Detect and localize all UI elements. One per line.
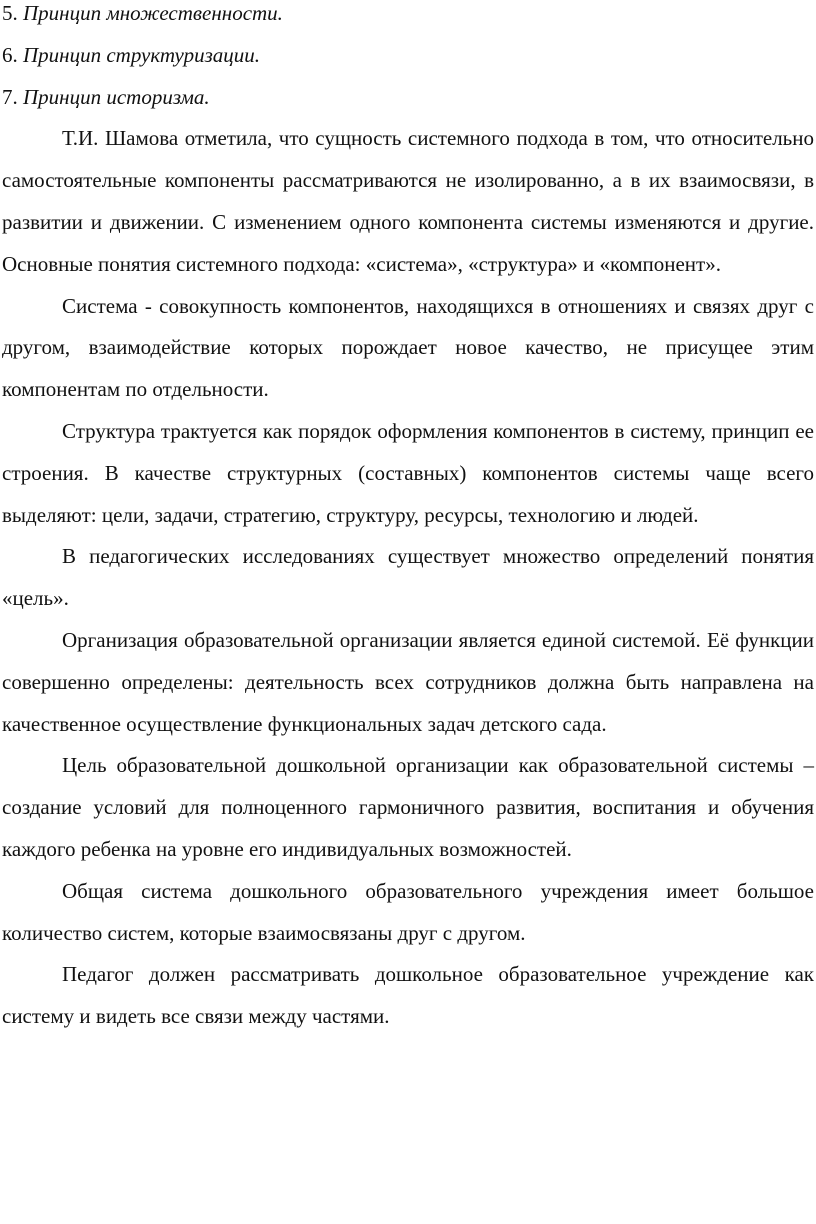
paragraph-teacher: Педагог должен рассматривать дошкольное образовательное учреждение как систему и видеть все связи между частями. <box>2 962 814 1029</box>
list-number: 6. <box>2 42 18 67</box>
list-number: 5. <box>2 1 18 25</box>
paragraph-system-definition: Система - совокупность компонентов, находящихся в отношениях и связях друг с другом, взаимодействие которых порождает новое качество, не присущее этим компонентам по отдельности. <box>2 293 814 402</box>
paragraph-shamova: Т.И. Шамова отметила, что сущность системного подхода в том, что относительно самостоятельные компоненты рассматриваются не изолированно, а в их взаимосвязи, в развитии и движении. С изменением одного компонента системы изменяются и другие. Основные понятия системного подхода: «система», «структура» и «компонент». <box>2 126 814 276</box>
paragraph-goal-definitions: В педагогических исследованиях существует множество определений понятия «цель». <box>2 544 814 611</box>
paragraph-structure-definition: Структура трактуется как порядок оформления компонентов в систему, принцип ее строения. В качестве структурных (составных) компонентов системы чаще всего выделяют: цели, задачи, стратегию, структуру, ресурсы, технологию и людей. <box>2 418 814 527</box>
paragraph-goal-of-preschool: Цель образовательной дошкольной организации как образовательной системы – создание условий для полноценного гармоничного развития, воспитания и обучения каждого ребенка на уровне его индивидуальных возможностей. <box>2 753 814 861</box>
paragraph-organization: Организация образовательной организации является единой системой. Её функции совершенно определены: деятельность всех сотрудников должна быть направлена на качественное осуществление функциональных задач детского сада. <box>2 627 814 736</box>
paragraph-general-system: Общая система дошкольного образовательного учреждения имеет большое количество систем, которые взаимосвязаны друг с другом. <box>2 878 814 945</box>
list-text: Принцип структуризации. <box>23 42 261 67</box>
list-text: Принцип историзма. <box>23 84 210 109</box>
list-number: 7. <box>2 84 18 109</box>
list-text: Принцип множественности. <box>23 1 283 25</box>
list-item-principle-5 <box>2 0 814 35</box>
list-item-principle-7 <box>2 77 814 119</box>
list-item-principle-6 <box>2 35 814 77</box>
